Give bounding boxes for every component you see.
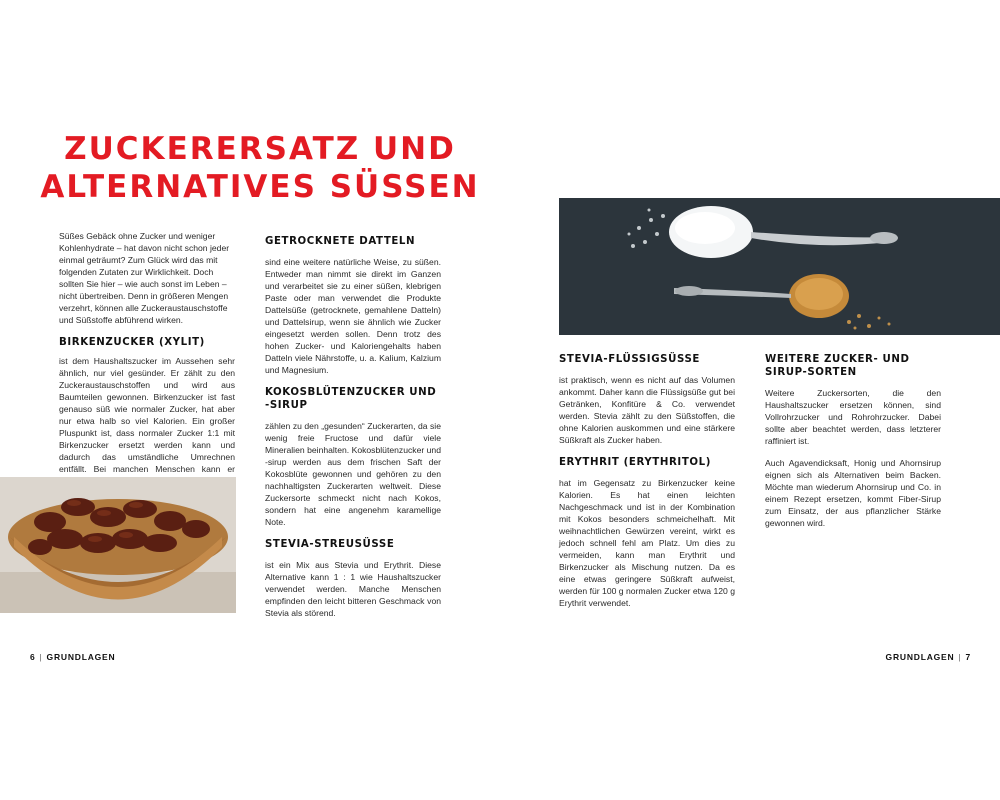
title-line-2: ALTERNATIVES SÜSSEN: [40, 169, 480, 205]
section-label-left: GRUNDLAGEN: [46, 652, 116, 662]
section-label-right: GRUNDLAGEN: [885, 652, 955, 662]
column-4: [765, 349, 941, 539]
heading-kokos: KOKOSBLÜTENZUCKER UND -SIRUP: [265, 387, 437, 411]
heading-weitere: WEITERE ZUCKER- UND SIRUP-SORTEN: [765, 354, 910, 378]
dates-bowl-illustration: [0, 477, 236, 613]
text-datteln: sind eine weitere natürliche Weise, zu süßen. Entweder man nimmt sie direkt im Ganzen und verarbeitet sie zu einer süßen, klebrigen Paste oder man verwendet die Produkte Dattelsüße (getrocknete, gemahlene Datteln) und Dattelsirup, wenn sie ähnlich wie Zucker eingesetzt werden sollen. Denn trotz des hohen Zucker- und Kaloriengehalts haben Datteln viele Nährstoffe, u. a. Kalium, Kalzium und Magnesium.: [265, 257, 441, 375]
footer-right: [886, 652, 971, 662]
heading-stevia-streusuesse: STEVIA-STREUSÜSSE: [265, 539, 395, 550]
spoons-illustration: [559, 198, 1000, 335]
footer-separator-left: |: [39, 652, 43, 662]
column-2: [265, 231, 441, 629]
text-erythrit: hat im Gegensatz zu Birkenzucker keine Kalorien. Es hat einen leichten Nachgeschmack und ist in der Kombination mit Kokos besonders schmeichelhaft. Mit weihnachtlichen Gewürzen vereint, wirkt es jedoch schnell fehl am Platz. Um dies zu vermeiden, kann man Erythrit und Birkenzucker als Mischung nutzen. Da es eine etwas geringere Süßkraft aufweist, werden für 100 g normalen Zucker etwa 120 g Erythrit verwendet.: [559, 478, 735, 608]
heading-birkenzucker: BIRKENZUCKER (XYLIT): [59, 337, 205, 348]
text-weitere-1: Weitere Zuckersorten, die den Haushaltszucker ersetzen können, sind Vollrohrzucker und Rohrohrzucker. Dabei sollte aber beachtet werden, dass letzterer raffiniert ist.: [765, 388, 941, 446]
text-weitere-2: Auch Agavendicksaft, Honig und Ahornsirup eignen sich als Alternativen beim Backen. Möchte man wiederum Ahornsirup und Co. in einem Rezept ersetzen, kommt Fiber-Sirup zum Einsatz, der aus pflanzlicher Stärke gewonnen wird.: [765, 458, 941, 528]
column-3: [559, 349, 735, 619]
footer-separator-right: |: [958, 652, 962, 662]
title-line-1: ZUCKERERSATZ UND: [64, 131, 456, 167]
intro-text: Süßes Gebäck ohne Zucker und weniger Kohlenhydrate – hat davon nicht schon jeder einmal geträumt? Zum Glück wird das mit folgenden Zutaten zur Wirklichkeit. Doch sollten Sie hier – wie auch sonst im Leben – nicht übertreiben. Denn in größeren Mengen verzehrt, können alle Zuckeraustauschstoffe und Süßstoffe abführend wirken.: [59, 231, 230, 325]
text-stevia-streusuesse: ist ein Mix aus Stevia und Erythrit. Diese Alternative kann 1 : 1 wie Haushaltszucker verwendet werden. Manche Menschen empfinden den leicht bitteren Geschmack von Stevia als störend.: [265, 560, 441, 618]
heading-stevia-fluessigsuesse: STEVIA-FLÜSSIGSÜSSE: [559, 354, 700, 365]
text-birkenzucker: ist dem Haushaltszucker im Aussehen sehr ähnlich, nur viel gesünder. Er zählt zu den Zuckeraustauschstoffen und wird aus Baumteilen gewonnen. Birkenzucker ist fast genauso süß wie normaler Zucker, hat aber nur etwa halb so viel Kalorien. Ein großer Pluspunkt ist, dass normaler Zucker 1:1 mit Birkenzucker ersetzt werden kann und dadurch das umständliche Umrechnen entfällt. Bei manchen Menschen kann er: [59, 356, 235, 474]
footer-left: [30, 652, 115, 662]
heading-erythrit: ERYTHRIT (ERYTHRITOL): [559, 457, 711, 468]
page-title: [40, 130, 480, 206]
text-stevia-fluessigsuesse: ist praktisch, wenn es nicht auf das Volumen ankommt. Daher kann die Flüssigsüße gut bei Getränken, Konfitüre & Co. verwendet werden. Stevia zählt zu den Süßstoffen, die ohne Kalorien auskommen und eine stärkere Süßkraft als Zucker haben.: [559, 375, 735, 445]
dates-bowl-photo: [0, 477, 236, 613]
page-number-right: 7: [965, 652, 971, 662]
heading-datteln: GETROCKNETE DATTELN: [265, 236, 416, 247]
text-kokos: zählen zu den „gesunden“ Zuckerarten, da sie wenig freie Fructose und dafür viele Mineralien beinhalten. Kokosblütenzucker und -sirup werden aus dem frischen Saft der Kokosblüte gewonnen und gehören zu den nachhaltigsten Zuckerarten weltweit. Diese Zuckersorte schmeckt nicht nach Kokos, sondern hat eine angenehm karamellige Note.: [265, 421, 441, 527]
sugar-spoons-photo: [559, 198, 1000, 335]
page-number-left: 6: [30, 652, 36, 662]
